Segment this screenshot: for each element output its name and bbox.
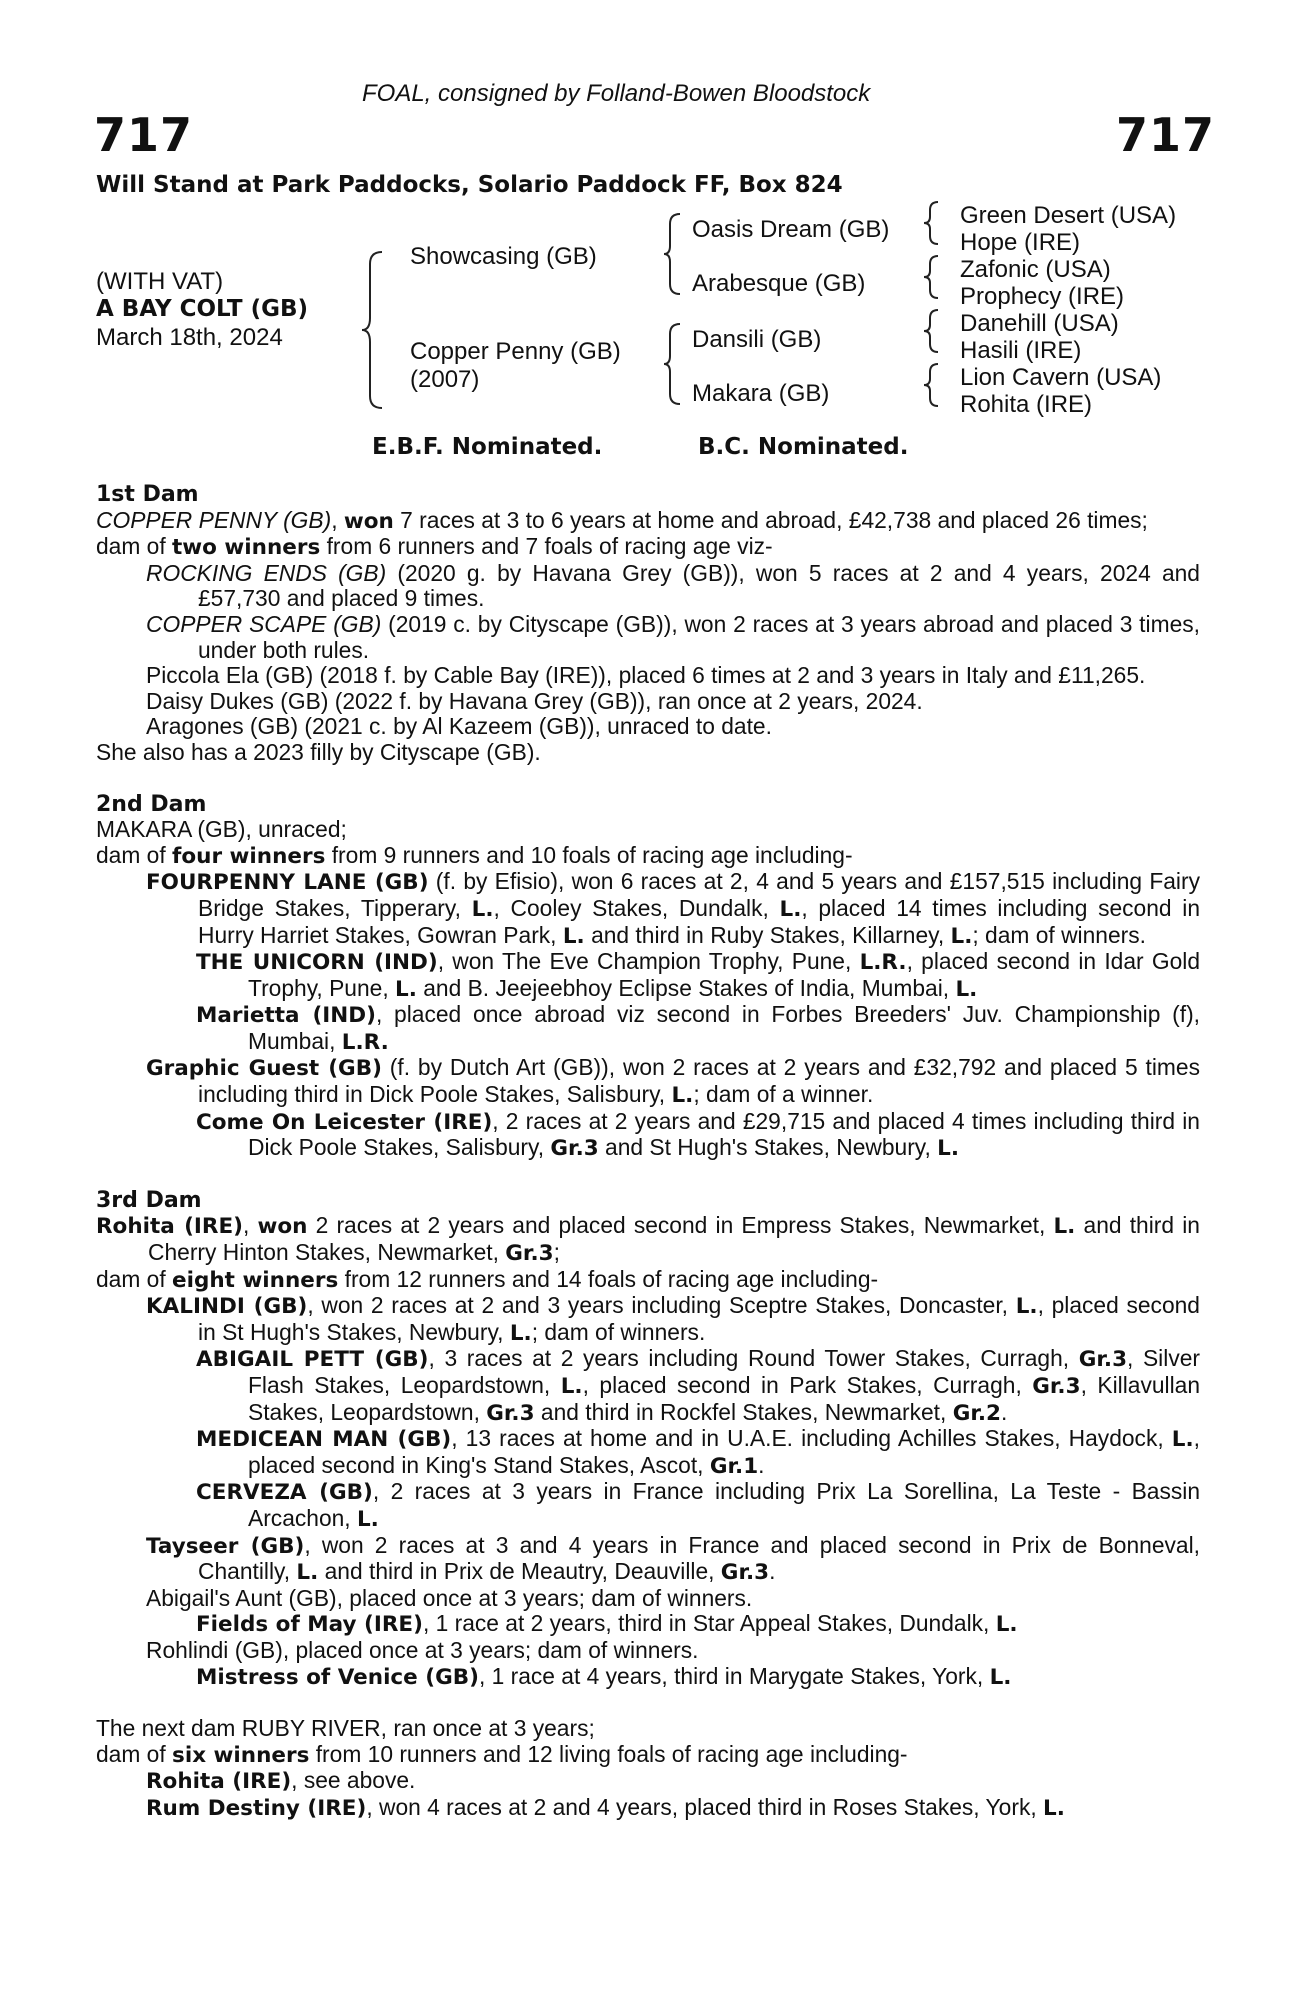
pedigree-entry: [96, 508, 1200, 535]
bold-run: L.: [509, 1320, 532, 1346]
pedigree-entry: [96, 1346, 1200, 1426]
pedigree-entry: [96, 869, 1200, 949]
pedigree-sire-sire: Oasis Dream (GB): [692, 216, 890, 243]
text-run: , 1 race at 4 years, third in Marygate Stakes, York,: [478, 1662, 990, 1689]
text-run: , placed second in King's Stand Stakes, Ascot,: [248, 1425, 1201, 1478]
text-run: and B. Jeejeebhoy Eclipse Stakes of India, Mumbai,: [416, 974, 956, 1001]
text-run: and third in Rockfel Stakes, Newmarket,: [534, 1398, 953, 1425]
text-run: (f. by Dutch Art (GB)), won 2 races at 2 years and £32,792 and placed 5 times including third in Dick Poole Stakes, Salisbury,: [198, 1054, 1200, 1108]
text-run: from 10 runners and 12 living foals of racing age including-: [309, 1740, 908, 1767]
text-run: and third in Ruby Stakes, Killarney,: [584, 921, 951, 948]
text-run: and St Hugh's Stakes, Newbury,: [598, 1134, 938, 1161]
pedigree-entry: [96, 949, 1200, 1002]
bold-run: L.: [779, 896, 802, 922]
bold-run: FOURPENNY LANE (GB): [146, 870, 429, 896]
bold-run: L.: [995, 1612, 1018, 1638]
text-run: dam of: [96, 841, 173, 868]
pedigree-ddd: Rohita (IRE): [960, 391, 1093, 418]
bold-run: L.R.: [341, 1029, 389, 1055]
pedigree-dam-sire: Dansili (GB): [692, 326, 822, 353]
bold-run: L.: [356, 1506, 379, 1532]
bold-run: L.: [395, 976, 417, 1002]
bc-nomination: B.C. Nominated.: [698, 434, 909, 460]
pedigree-ssd: Hope (IRE): [960, 229, 1081, 256]
text-run: , Silver Flash Stakes, Leopardstown,: [248, 1345, 1200, 1398]
pedigree-brace-ss: [922, 200, 944, 246]
bold-run: L.: [1015, 1294, 1038, 1320]
text-run: , placed second in St Hugh's Stakes, Newbury,: [198, 1292, 1200, 1345]
pedigree-entry: [96, 1716, 1200, 1742]
stand-location: Will Stand at Park Paddocks, Solario Paddock FF, Box 824: [96, 172, 843, 198]
text-run: from 9 runners and 10 foals of racing age including-: [325, 841, 853, 868]
bold-run: Gr.3: [550, 1136, 599, 1162]
pedigree-entry: [96, 1638, 1200, 1664]
bold-run: L.: [562, 923, 585, 949]
pedigree-brace-ds: [922, 308, 944, 354]
text-run: ,: [243, 1212, 258, 1239]
bold-run: MEDICEAN MAN (GB): [196, 1427, 452, 1453]
bold-run: Come On Leicester (IRE): [196, 1109, 493, 1135]
pedigree-entry: [96, 1611, 1200, 1638]
text-run: , placed second in Park Stakes, Curragh,: [582, 1372, 1033, 1398]
text-run: ; dam of a winner.: [693, 1081, 874, 1108]
bold-run: Rum Destiny (IRE): [146, 1795, 367, 1821]
pedigree-entry: [96, 663, 1200, 689]
text-run: , placed 14 times including second in Hurry Harriet Stakes, Gowran Park,: [198, 894, 1200, 948]
pedigree-brace-sire: [662, 212, 686, 296]
text-run: MAKARA (GB), unraced;: [96, 816, 347, 843]
bold-run: L.R.: [859, 950, 907, 976]
section-gap: [96, 766, 1200, 792]
section-1: [96, 482, 1200, 766]
pedigree-dds: Lion Cavern (USA): [960, 364, 1162, 391]
pedigree-entry: [96, 1055, 1200, 1108]
consignment-line: FOAL, consigned by Folland-Bowen Bloodstock: [362, 80, 871, 107]
pedigree-dss: Danehill (USA): [960, 310, 1119, 337]
bold-run: four winners: [172, 843, 326, 869]
bold-run: Fields of May (IRE): [196, 1612, 423, 1638]
bold-run: Gr.1: [709, 1453, 759, 1479]
text-run: from 12 runners and 14 foals of racing age including-: [338, 1265, 879, 1292]
vat-note: (WITH VAT): [96, 268, 224, 295]
text-run: Abigail's Aunt (GB), placed once at 3 years; dam of winners.: [146, 1584, 753, 1611]
pedigree-entry: [96, 534, 1200, 561]
pedigree-entry: [96, 1479, 1200, 1532]
bold-run: Gr.3: [720, 1560, 770, 1586]
text-run: Piccola Ela (GB) (2018 f. by Cable Bay (IRE)), placed 6 times at 2 and 3 years in Italy and £11,265.: [146, 662, 1146, 689]
bold-run: L.: [937, 1136, 960, 1162]
italic-run: COPPER SCAPE (GB): [146, 610, 382, 637]
section-title: 2nd Dam: [96, 791, 207, 817]
text-run: .: [1001, 1398, 1008, 1425]
text-run: The next dam RUBY RIVER, ran once at 3 years;: [96, 1715, 595, 1742]
bold-run: Marietta (IND): [196, 1003, 376, 1029]
bold-run: L.: [1053, 1214, 1076, 1240]
pedigree-entry: [96, 1742, 1200, 1769]
text-run: , Cooley Stakes, Dundalk,: [493, 894, 780, 921]
bold-run: six winners: [172, 1742, 310, 1768]
text-run: 2 races at 2 years and placed second in Empress Stakes, Newmarket,: [307, 1212, 1054, 1239]
text-run: , won The Eve Champion Trophy, Pune,: [437, 948, 860, 975]
catalogue-body: [96, 482, 1200, 1822]
text-run: ;: [553, 1239, 560, 1266]
text-run: , 2 races at 3 years in France including Prix La Sorellina, La Teste - Bassin Arcachon,: [248, 1478, 1200, 1531]
pedigree-brace-sd: [922, 254, 944, 300]
section-title: 3rd Dam: [96, 1187, 202, 1213]
pedigree-entry: [96, 1586, 1200, 1612]
text-run: 7 races at 3 to 6 years at home and abroad, £42,738 and placed 26 times;: [393, 506, 1148, 533]
bold-run: THE UNICORN (IND): [196, 950, 438, 976]
bold-run: KALINDI (GB): [146, 1294, 308, 1320]
bold-run: L.: [955, 976, 978, 1002]
pedigree-sds: Zafonic (USA): [960, 256, 1111, 283]
bold-run: L.: [950, 923, 973, 949]
text-run: dam of: [96, 533, 173, 560]
text-run: ; dam of winners.: [531, 1318, 706, 1345]
text-run: , 13 races at home and in U.A.E. including Achilles Stakes, Haydock,: [451, 1425, 1172, 1452]
bold-run: Mistress of Venice (GB): [196, 1664, 479, 1690]
text-run: dam of: [96, 1265, 173, 1292]
foal-name: A BAY COLT (GB): [96, 296, 309, 322]
pedigree-entry: [96, 1213, 1200, 1266]
pedigree-entry: [96, 561, 1200, 612]
text-run: (f. by Efisio), won 6 races at 2, 4 and 5 years and £157,515 including Fairy Bridge Stakes, Tipperary,: [198, 868, 1200, 921]
pedigree-entry: [96, 1664, 1200, 1691]
bold-run: L.: [989, 1664, 1012, 1690]
bold-run: L.: [1043, 1795, 1065, 1821]
bold-run: L.: [1171, 1427, 1194, 1453]
italic-run: ROCKING ENDS (GB): [146, 559, 387, 586]
text-run: , won 2 races at 2 and 3 years including Sceptre Stakes, Doncaster,: [307, 1292, 1016, 1319]
lot-number-left: 717: [94, 108, 194, 162]
ebf-nomination: E.B.F. Nominated.: [372, 434, 603, 460]
section-3: [96, 1188, 1200, 1690]
pedigree-sire-dam: Arabesque (GB): [692, 270, 866, 297]
pedigree-entry: [96, 612, 1200, 663]
text-run: Aragones (GB) (2021 c. by Al Kazeem (GB)), unraced to date.: [146, 713, 772, 740]
pedigree-brace-main: [360, 250, 390, 410]
pedigree-entry: [96, 1267, 1200, 1294]
pedigree-entry: [96, 1795, 1200, 1822]
bold-run: L.: [671, 1083, 694, 1109]
pedigree-entry: [96, 1768, 1200, 1795]
text-run: .: [769, 1558, 776, 1585]
text-run: and third in Cherry Hinton Stakes, Newmarket,: [148, 1212, 1200, 1266]
text-run: dam of: [96, 1740, 173, 1767]
pedigree-brace-dam: [662, 322, 686, 406]
bold-run: Gr.3: [1078, 1347, 1128, 1373]
text-run: , Killavullan Stakes, Leopardstown,: [248, 1372, 1201, 1425]
pedigree-entry: [96, 1002, 1200, 1055]
section-title: 1st Dam: [96, 482, 199, 507]
text-run: ; dam of winners.: [972, 921, 1146, 948]
pedigree-sdd: Prophecy (IRE): [960, 283, 1125, 310]
lot-number-right: 717: [1116, 108, 1216, 162]
pedigree-entry: [96, 817, 1200, 843]
text-run: Rohlindi (GB), placed once at 3 years; dam of winners.: [146, 1636, 699, 1663]
pedigree-entry: [96, 714, 1200, 740]
text-run: , 2 races at 2 years and £29,715 and placed 4 times including third in Dick Poole Stakes, Salisbury,: [248, 1107, 1200, 1161]
bold-run: two winners: [172, 535, 321, 561]
italic-run: COPPER PENNY (GB): [96, 506, 332, 533]
bold-run: L.: [471, 896, 494, 922]
text-run: She also has a 2023 filly by Cityscape (GB).: [96, 738, 541, 765]
bold-run: L.: [560, 1374, 583, 1399]
text-run: , see above.: [291, 1767, 416, 1794]
bold-run: Tayseer (GB): [146, 1533, 305, 1559]
bold-run: Gr.3: [486, 1400, 535, 1426]
bold-run: eight winners: [172, 1267, 339, 1293]
foal-dob: March 18th, 2024: [96, 324, 283, 351]
text-run: and third in Prix de Meautry, Deauville,: [318, 1558, 721, 1585]
section-gap: [96, 1162, 1200, 1188]
text-run: from 6 runners and 7 foals of racing age viz-: [320, 533, 773, 560]
text-run: .: [758, 1451, 765, 1478]
pedigree-brace-dd: [922, 362, 944, 408]
pedigree-entry: [96, 843, 1200, 870]
section-4: [96, 1716, 1200, 1821]
text-run: , placed once abroad viz second in Forbes Breeders' Juv. Championship (f), Mumbai,: [248, 1001, 1201, 1054]
bold-run: Gr.3: [1032, 1374, 1081, 1399]
text-run: , 3 races at 2 years including Round Tower Stakes, Curragh,: [428, 1345, 1079, 1372]
bold-run: Gr.3: [505, 1241, 554, 1267]
bold-run: Gr.2: [952, 1400, 1001, 1426]
text-run: , won 4 races at 2 and 4 years, placed third in Roses Stakes, York,: [366, 1793, 1044, 1820]
text-run: , placed second in Idar Gold Trophy, Pune,: [248, 948, 1200, 1001]
pedigree-entry: [96, 1109, 1200, 1162]
bold-run: ABIGAIL PETT (GB): [196, 1347, 429, 1373]
bold-run: Graphic Guest (GB): [146, 1056, 382, 1082]
pedigree-dsd: Hasili (IRE): [960, 337, 1082, 364]
text-run: (2019 c. by Cityscape (GB)), won 2 races at 3 years abroad and placed 3 times, under both rules.: [198, 610, 1200, 663]
bold-run: L.: [296, 1560, 319, 1586]
pedigree-dam-dam: Makara (GB): [692, 380, 830, 407]
pedigree-entry: [96, 1426, 1200, 1479]
bold-run: won: [257, 1214, 308, 1240]
pedigree-entry: [96, 1533, 1200, 1586]
text-run: , won 2 races at 3 and 4 years in France and placed second in Prix de Bonneval, Chantilly,: [198, 1531, 1200, 1585]
section-gap: [96, 1690, 1200, 1716]
pedigree-sss: Green Desert (USA): [960, 202, 1177, 229]
pedigree-dam-year: (2007): [410, 366, 480, 393]
bold-run: won: [343, 508, 394, 534]
pedigree-dam: Copper Penny (GB): [410, 338, 621, 365]
text-run: , 1 race at 2 years, third in Star Appeal Stakes, Dundalk,: [422, 1610, 996, 1637]
text-run: (2020 g. by Havana Grey (GB)), won 5 races at 2 and 4 years, 2024 and £57,730 and placed 9 times.: [198, 559, 1200, 612]
pedigree-entry: [96, 689, 1200, 715]
bold-run: Rohita (IRE): [96, 1214, 243, 1240]
bold-run: Rohita (IRE): [146, 1769, 292, 1795]
section-2: [96, 792, 1200, 1162]
pedigree-sire: Showcasing (GB): [410, 243, 597, 270]
pedigree-entry: [96, 740, 1200, 766]
text-run: Daisy Dukes (GB) (2022 f. by Havana Grey (GB)), ran once at 2 years, 2024.: [146, 687, 923, 714]
pedigree-entry: [96, 1293, 1200, 1346]
text-run: ,: [331, 506, 344, 533]
bold-run: CERVEZA (GB): [196, 1480, 373, 1506]
